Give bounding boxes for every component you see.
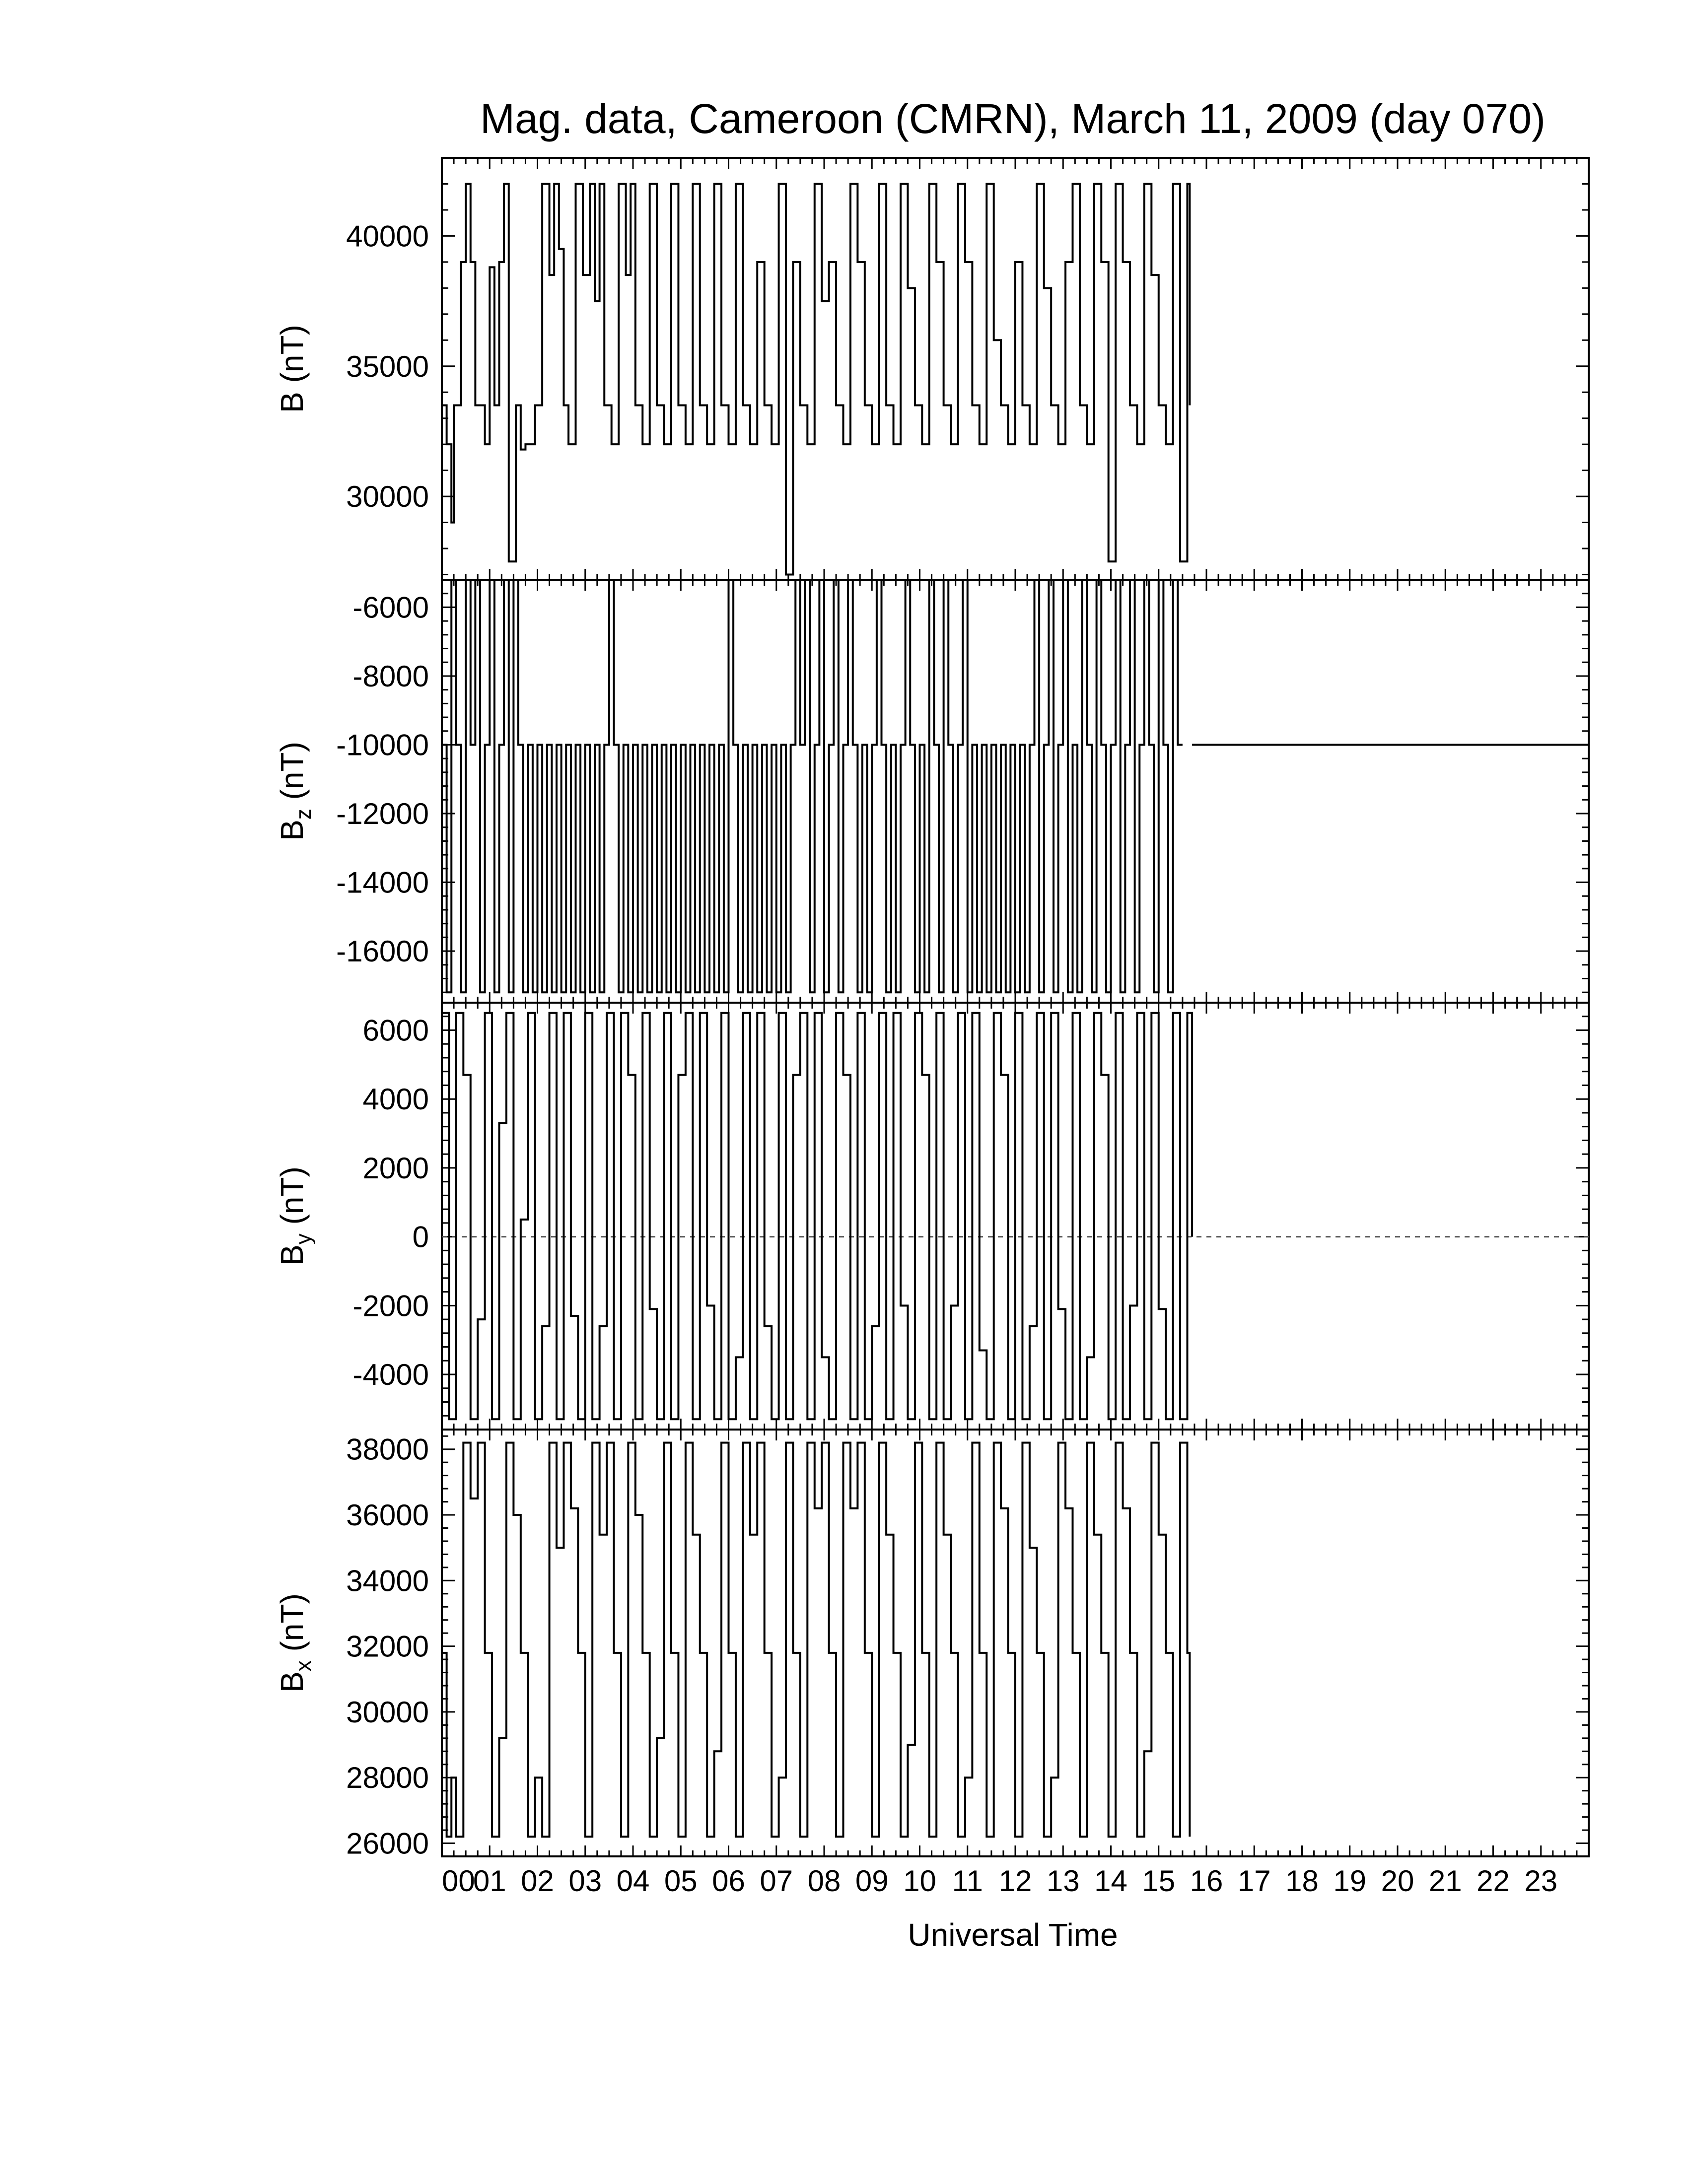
x-tick-label: 17	[1237, 1864, 1271, 1898]
x-tick-label: 03	[568, 1864, 602, 1898]
x-tick-label: 08	[807, 1864, 841, 1898]
x-tick-label: 11	[952, 1864, 983, 1898]
y-tick-label-Bx: 38000	[346, 1433, 429, 1466]
y-tick-label-Bx: 26000	[346, 1827, 429, 1860]
chart-title: Mag. data, Cameroon (CMRN), March 11, 2009 (day 070)	[480, 95, 1546, 142]
y-tick-label-Bz: -6000	[352, 591, 429, 624]
x-tick-label: 02	[521, 1864, 554, 1898]
x-tick-label: 12	[998, 1864, 1032, 1898]
x-tick-label: 16	[1190, 1864, 1223, 1898]
y-tick-label-B: 40000	[346, 219, 429, 253]
y-tick-label-Bx: 32000	[346, 1630, 429, 1663]
x-axis	[442, 1864, 1557, 1898]
y-axis-label-By: $B_y$ (nT)	[274, 1166, 316, 1266]
series-line-Bx	[442, 1442, 1190, 1837]
panel-B	[274, 158, 1589, 580]
y-axis-label-Bx: $B_x$ (nT)	[274, 1593, 316, 1693]
y-tick-label-Bx: 34000	[346, 1564, 429, 1598]
x-tick-label: 04	[616, 1864, 650, 1898]
y-axis-label-B: B (nT)	[274, 325, 310, 413]
y-tick-label-B: 30000	[346, 480, 429, 514]
y-tick-label-Bz: -10000	[336, 728, 429, 762]
y-tick-label-By: -4000	[352, 1358, 429, 1392]
y-tick-label-Bz: -12000	[336, 797, 429, 831]
x-tick-label: 18	[1285, 1864, 1319, 1898]
y-tick-label-By: 0	[412, 1220, 429, 1254]
y-tick-label-By: 6000	[362, 1014, 429, 1047]
x-tick-label: 15	[1142, 1864, 1176, 1898]
x-tick-label: 10	[903, 1864, 936, 1898]
y-tick-label-Bx: 30000	[346, 1695, 429, 1729]
series-line-By	[442, 1013, 1192, 1419]
panel-By	[274, 1003, 1589, 1430]
y-tick-label-Bz: -8000	[352, 659, 429, 693]
x-tick-label: 21	[1428, 1864, 1462, 1898]
y-tick-label-B: 35000	[346, 349, 429, 383]
y-axis-label-Bz: $B_z$ (nT)	[274, 742, 316, 841]
y-tick-label-Bx: 28000	[346, 1761, 429, 1795]
panel-Bz	[274, 580, 1589, 1003]
x-tick-label: 13	[1046, 1864, 1080, 1898]
x-tick-label: 00	[442, 1864, 475, 1898]
y-tick-label-Bz: -16000	[336, 935, 429, 968]
panel-Bx	[274, 1430, 1589, 1860]
y-tick-label-Bz: -14000	[336, 866, 429, 899]
x-tick-label: 23	[1524, 1864, 1558, 1898]
panels-group	[274, 158, 1589, 1860]
x-tick-label: 22	[1477, 1864, 1510, 1898]
x-tick-label: 19	[1333, 1864, 1367, 1898]
x-tick-label: 14	[1094, 1864, 1127, 1898]
y-tick-label-Bx: 36000	[346, 1499, 429, 1532]
x-tick-label: 07	[760, 1864, 793, 1898]
x-tick-label: 20	[1381, 1864, 1414, 1898]
y-tick-label-By: 4000	[362, 1083, 429, 1116]
x-tick-label: 06	[712, 1864, 745, 1898]
x-tick-label: 01	[473, 1864, 506, 1898]
series-line-Bz	[442, 580, 1183, 992]
x-tick-label: 05	[664, 1864, 698, 1898]
x-tick-label: 09	[855, 1864, 889, 1898]
x-axis-label: Universal Time	[908, 1917, 1118, 1953]
y-tick-label-By: 2000	[362, 1151, 429, 1185]
series-line-B	[442, 184, 1190, 574]
y-tick-label-By: -2000	[352, 1289, 429, 1323]
